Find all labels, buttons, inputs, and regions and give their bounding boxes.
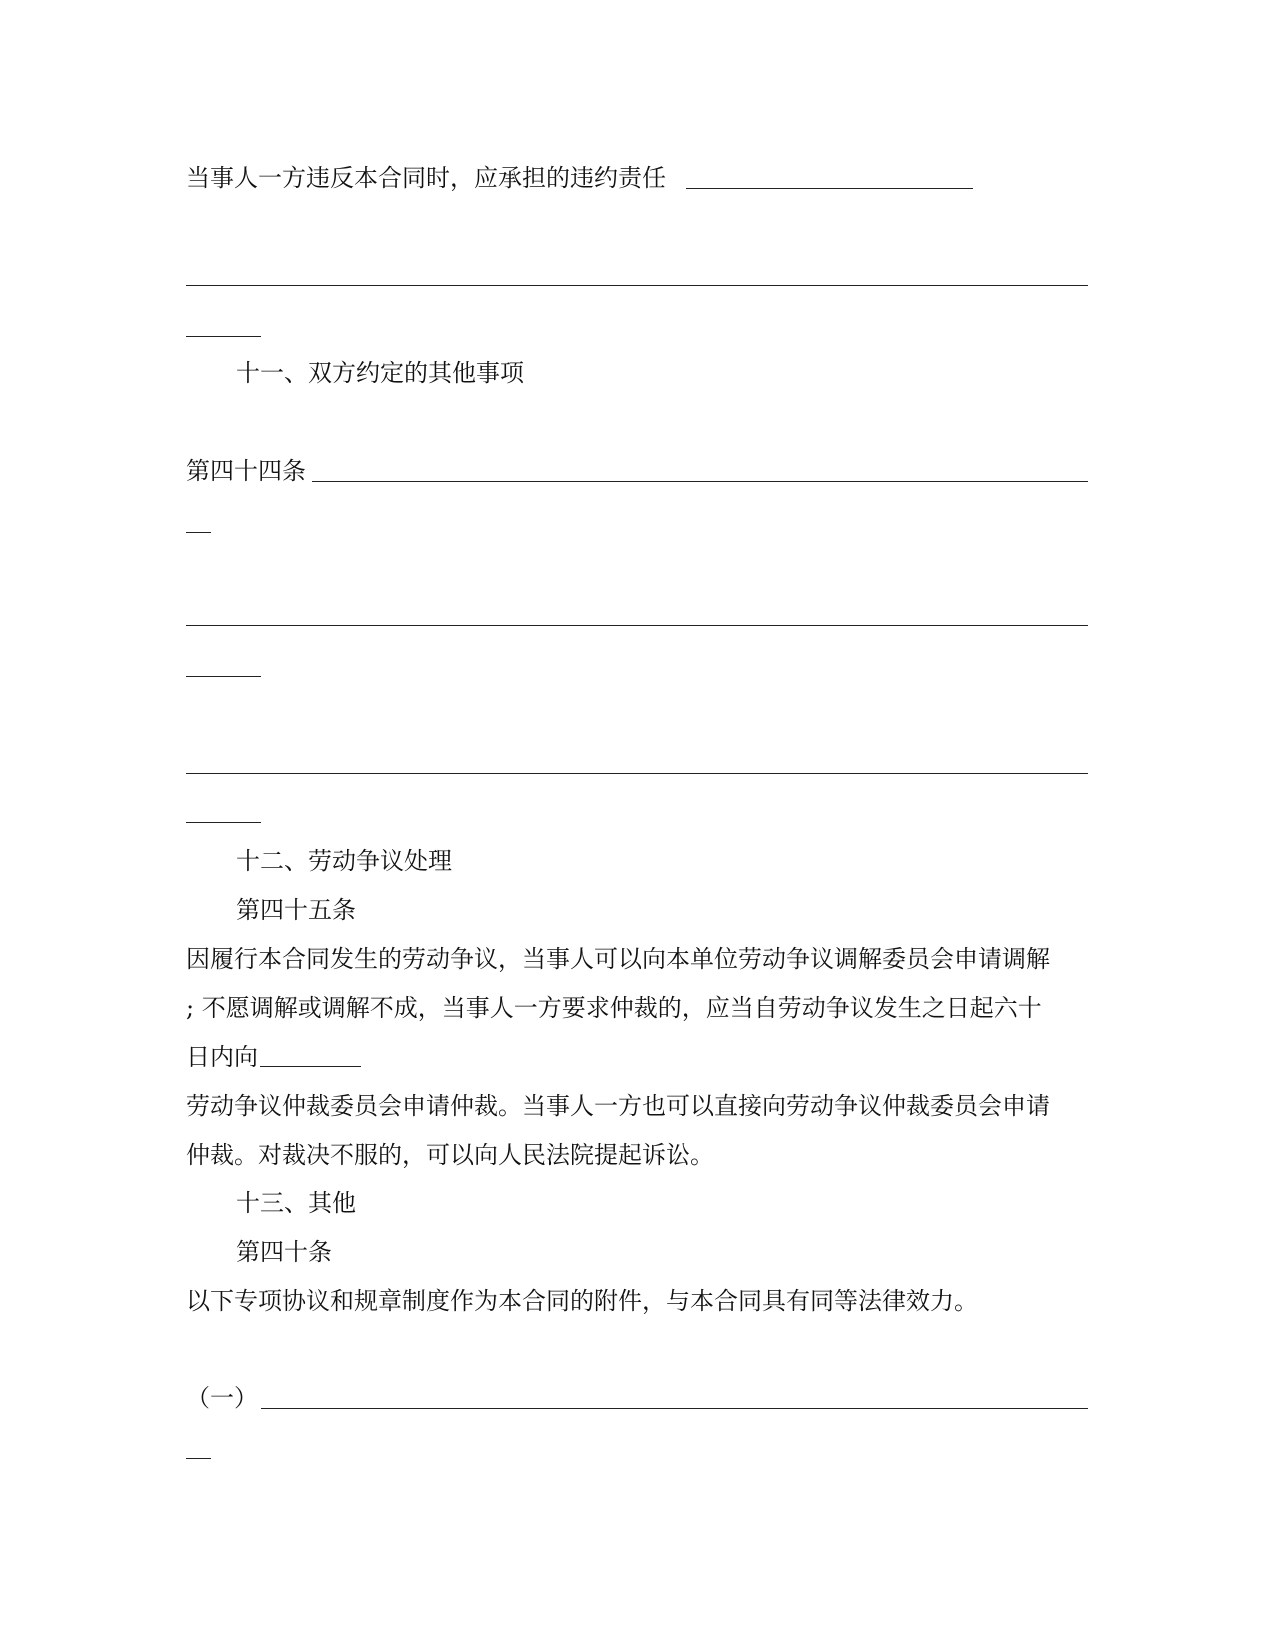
blank-line [186, 336, 261, 337]
blank-line [186, 773, 1088, 774]
section-13-heading: 十三、其他 [236, 1189, 356, 1217]
breach-liability-line: 当事人一方违反本合同时，应承担的违约责任 [186, 164, 666, 192]
blank-line [186, 822, 261, 823]
article-45-text: ; 不愿调解或调解不成，当事人一方要求仲裁的，应当自劳动争议发生之日起六十 [186, 994, 1042, 1022]
blank-line [312, 481, 1088, 482]
article-45-text: 仲裁。对裁决不服的，可以向人民法院提起诉讼。 [186, 1141, 714, 1169]
attachment-item-1: （一） [186, 1384, 258, 1412]
article-40-text: 以下专项协议和规章制度作为本合同的附件，与本合同具有同等法律效力。 [186, 1287, 978, 1315]
section-11-heading: 十一、双方约定的其他事项 [236, 359, 524, 387]
article-45-text: 日内向 [186, 1043, 258, 1071]
blank-line [261, 1408, 1088, 1409]
blank-line [686, 188, 973, 189]
blank-line [186, 676, 261, 677]
blank-line [186, 285, 1088, 286]
article-45-text: 因履行本合同发生的劳动争议，当事人可以向本单位劳动争议调解委员会申请调解 [186, 945, 1050, 973]
blank-line [260, 1066, 361, 1067]
article-44-label: 第四十四条 [186, 457, 306, 485]
blank-line [186, 625, 1088, 626]
article-45-text: 劳动争议仲裁委员会申请仲裁。当事人一方也可以直接向劳动争议仲裁委员会申请 [186, 1092, 1050, 1120]
section-12-heading: 十二、劳动争议处理 [236, 847, 452, 875]
article-45-label: 第四十五条 [236, 896, 356, 924]
article-40-label: 第四十条 [236, 1238, 332, 1266]
blank-line [186, 1458, 211, 1459]
blank-line [186, 532, 211, 533]
